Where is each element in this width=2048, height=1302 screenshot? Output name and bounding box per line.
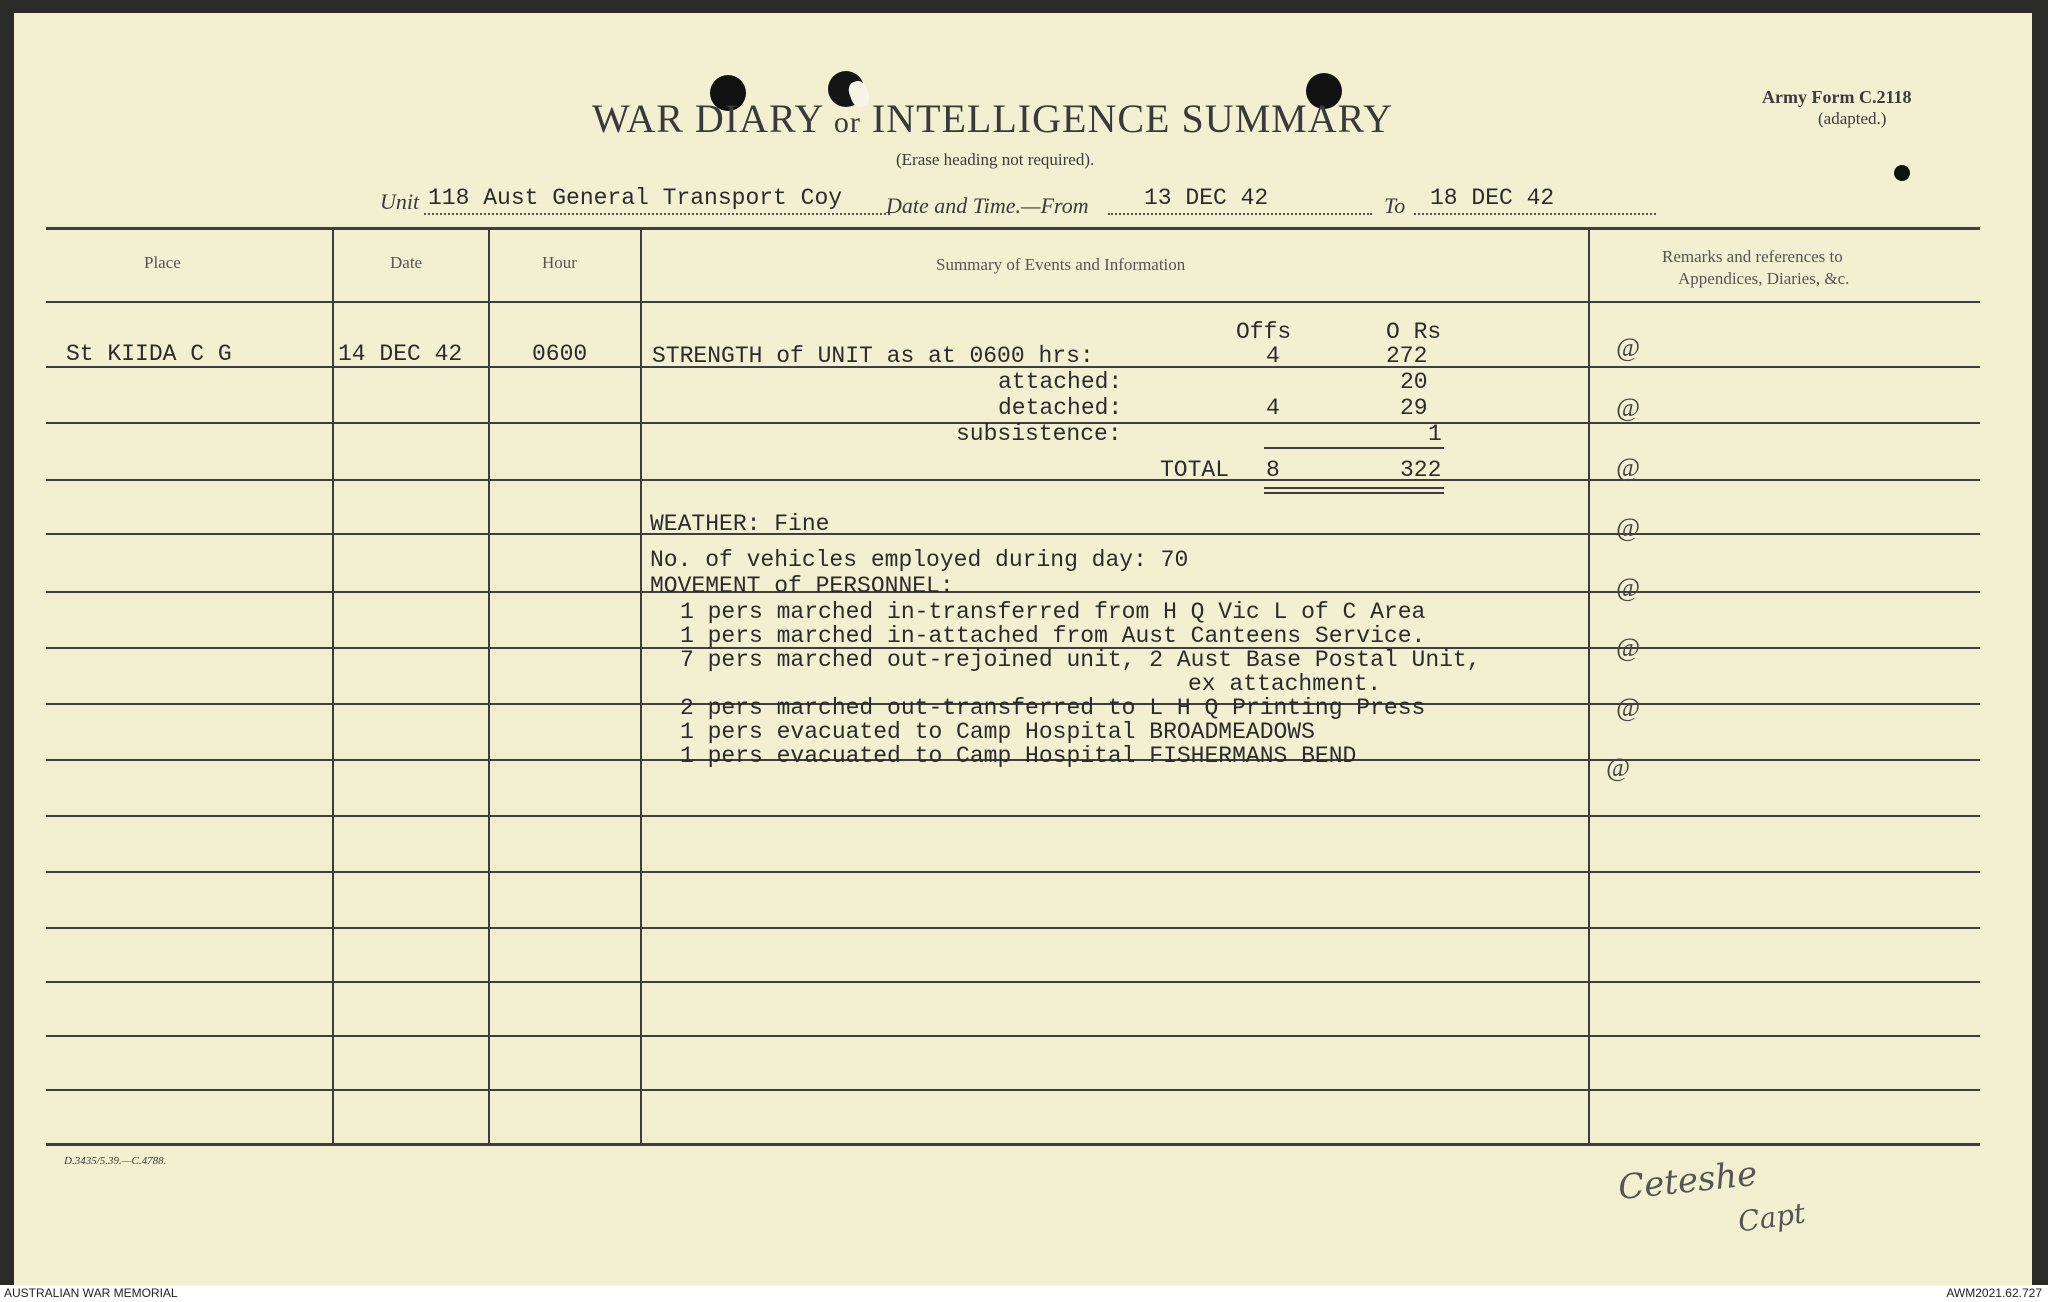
- unit-value: 118 Aust General Transport Coy: [428, 185, 843, 211]
- unit-dotted-line: [424, 213, 890, 215]
- movement-line: 1 pers evacuated to Camp Hospital BROADMEADOWS: [680, 719, 1315, 745]
- header-summary: Summary of Events and Information: [936, 255, 1186, 274]
- ruled-line: [46, 981, 1980, 983]
- col-divider-summary-remarks: [1588, 227, 1590, 1145]
- archive-footer: [0, 1285, 2048, 1302]
- remark-tick-mark: @: [1616, 693, 1640, 722]
- ors-header: O Rs: [1386, 319, 1442, 345]
- movement-line: 1 pers marched in-attached from Aust Canteens Service.: [680, 623, 1426, 649]
- attached-ors: 20: [1400, 369, 1428, 395]
- ruled-line: [46, 479, 1980, 481]
- archive-name: AUSTRALIAN WAR MEMORIAL: [4, 1286, 178, 1300]
- from-date: 13 DEC 42: [1144, 185, 1269, 211]
- header-date: Date: [390, 253, 423, 272]
- table-top-border: [46, 227, 1980, 230]
- total-rule: [1264, 447, 1444, 449]
- movement-line: 2 pers marched out-transferred to L H Q Printing Press: [680, 695, 1426, 721]
- header-remarks-line1: Remarks and references to: [1662, 247, 1843, 266]
- ruled-line: [46, 815, 1980, 817]
- remark-tick-mark: @: [1616, 513, 1640, 542]
- detached-label: detached:: [998, 395, 1123, 421]
- title-intelligence-summary: INTELLIGENCE SUMMARY: [871, 96, 1393, 141]
- detached-ors: 29: [1400, 395, 1428, 421]
- strength-label: STRENGTH of UNIT as at 0600 hrs:: [652, 343, 1094, 369]
- movement-line: 1 pers evacuated to Camp Hospital FISHERMANS BEND: [680, 743, 1357, 769]
- attached-label: attached:: [998, 369, 1123, 395]
- signature-name: Ceteshe: [1616, 1153, 1760, 1209]
- col-divider-date-hour: [488, 227, 490, 1145]
- title-or: or: [833, 106, 861, 139]
- movement-heading: MOVEMENT of PERSONNEL:: [650, 573, 954, 599]
- vehicles-line: No. of vehicles employed during day: 70: [650, 547, 1189, 573]
- strength-offs: 4: [1266, 343, 1280, 369]
- entry-hour: 0600: [532, 341, 588, 367]
- total-label: TOTAL: [1160, 457, 1230, 483]
- ruled-line: [46, 871, 1980, 873]
- to-dotted-line: [1414, 213, 1656, 215]
- to-date: 18 DEC 42: [1430, 185, 1555, 211]
- header-hour: Hour: [542, 253, 577, 272]
- diary-page: [14, 13, 2032, 1285]
- adapted-label: (adapted.): [1818, 109, 1887, 128]
- movement-line: 1 pers marched in-transferred from H Q Vic L of C Area: [680, 599, 1426, 625]
- ruled-line: [46, 533, 1980, 535]
- remark-tick-mark: @: [1616, 573, 1640, 602]
- header-bottom-border: [46, 301, 1980, 303]
- ruled-line: [46, 927, 1980, 929]
- col-divider-place-date: [332, 227, 334, 1145]
- table-bottom-border: [46, 1143, 1980, 1146]
- movement-line: ex attachment.: [1188, 671, 1382, 697]
- entry-place: St KIIDA C G: [66, 341, 232, 367]
- archive-reference: AWM2021.62.727: [1946, 1286, 2042, 1300]
- subsistence-ors: 1: [1428, 421, 1442, 447]
- remark-tick-mark: @: [1616, 633, 1640, 662]
- weather-line: WEATHER: Fine: [650, 511, 830, 537]
- remark-tick-mark: @: [1616, 393, 1640, 422]
- subsistence-label: subsistence:: [956, 421, 1122, 447]
- entry-date: 14 DEC 42: [338, 341, 463, 367]
- date-time-label: Date and Time.—From: [886, 193, 1089, 218]
- header-remarks-line2: Appendices, Diaries, &c.: [1678, 269, 1850, 288]
- total-offs: 8: [1266, 457, 1280, 483]
- to-label: To: [1384, 193, 1406, 218]
- total-double-rule: [1264, 487, 1444, 489]
- remark-tick-mark: @: [1606, 753, 1630, 782]
- unit-label: Unit: [380, 189, 420, 214]
- ruled-line: [46, 1035, 1980, 1037]
- remark-tick-mark: @: [1616, 453, 1640, 482]
- remark-tick-mark: @: [1616, 333, 1640, 362]
- title-war-diary: WAR DIARY: [592, 96, 823, 141]
- form-subtitle: (Erase heading not required).: [896, 150, 1095, 169]
- movement-line: 7 pers marched out-rejoined unit, 2 Aust Base Postal Unit,: [680, 647, 1481, 673]
- signature-rank: Capt: [1736, 1196, 1808, 1239]
- small-hole: [1894, 165, 1910, 181]
- ruled-line: [46, 1089, 1980, 1091]
- col-divider-hour-summary: [640, 227, 642, 1145]
- form-title: [592, 95, 1393, 142]
- header-place: Place: [144, 253, 181, 272]
- total-ors: 322: [1400, 457, 1442, 483]
- detached-offs: 4: [1266, 395, 1280, 421]
- strength-ors: 272: [1386, 343, 1428, 369]
- army-form-label: Army Form C.2118: [1762, 87, 1912, 107]
- ruled-line: [46, 591, 1980, 593]
- offs-header: Offs: [1236, 319, 1292, 345]
- print-code: D.3435/5.39.—C.4788.: [64, 1155, 167, 1167]
- total-double-rule: [1264, 492, 1444, 494]
- from-dotted-line: [1108, 213, 1372, 215]
